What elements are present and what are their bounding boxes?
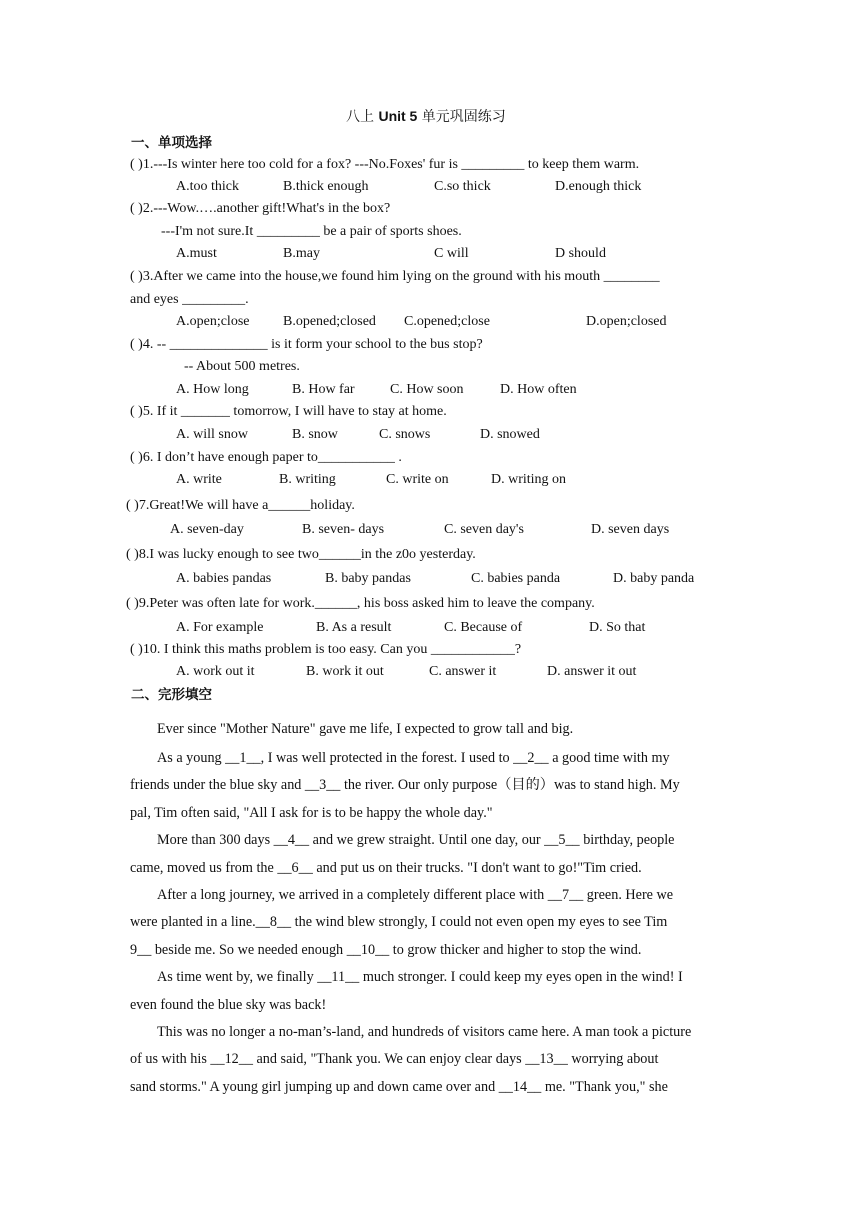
option-8b: B. baby pandas	[325, 571, 411, 586]
question-2-stem-line2: ---I'm not sure.It _________ be a pair of sports shoes.	[161, 224, 462, 239]
question-5-stem: ( )5. If it _______ tomorrow, I will have to stay at home.	[130, 404, 447, 419]
option-1a: A.too thick	[176, 179, 239, 194]
page-title	[346, 107, 506, 126]
option-2c: C will	[434, 246, 469, 261]
passage-line: pal, Tim often said, "All I ask for is to be happy the whole day."	[130, 805, 493, 821]
option-3d: D.open;closed	[586, 314, 667, 329]
option-10b: B. work it out	[306, 664, 384, 679]
section-heading-choice: 一、单项选择	[131, 135, 212, 151]
option-8a: A. babies pandas	[176, 571, 272, 586]
option-6c: C. write on	[386, 472, 449, 487]
option-7a: A. seven-day	[170, 522, 244, 537]
option-9c: C. Because of	[444, 620, 523, 635]
option-6b: B. writing	[279, 472, 336, 487]
option-9d: D. So that	[589, 620, 646, 635]
option-5a: A. will snow	[176, 427, 248, 442]
option-10c: C. answer it	[429, 664, 497, 679]
option-8d: D. baby panda	[613, 571, 695, 586]
passage-paragraph-1	[130, 716, 732, 744]
passage-line: This was no longer a no-man’s-land, and hundreds of visitors came here. A man took a picture	[157, 1024, 692, 1040]
option-4b: B. How far	[292, 382, 355, 397]
title-suffix: 单元巩固练习	[417, 109, 506, 125]
passage-line: As a young __1__, I was well protected in the forest. I used to __2__ a good time with my	[157, 750, 670, 766]
option-1d: D.enough thick	[555, 179, 642, 194]
option-3a: A.open;close	[176, 314, 250, 329]
option-2b: B.may	[283, 246, 320, 261]
option-10d: D. answer it out	[547, 664, 637, 679]
passage-line: 9__ beside me. So we needed enough __10__ to grow thicker and higher to stop the wind.	[130, 942, 642, 958]
option-3c: C.opened;close	[404, 314, 490, 329]
question-10-stem: ( )10. I think this maths problem is too easy. Can you ____________?	[130, 642, 522, 657]
title-prefix: 八上	[346, 109, 379, 125]
question-3-stem: ( )3.After we came into the house,we found him lying on the ground with his mouth ________	[130, 269, 660, 284]
option-5b: B. snow	[292, 427, 338, 442]
question-1-stem: ( )1.---Is winter here too cold for a fox? ---No.Foxes' fur is _________ to keep them warm.	[130, 157, 640, 172]
passage-line: After a long journey, we arrived in a completely different place with __7__ green. Here we	[157, 887, 674, 903]
option-7b: B. seven- days	[302, 522, 385, 537]
passage-line: friends under the blue sky and __3__ the river. Our only purpose（目的）was to stand high. My	[130, 777, 680, 793]
passage-line: Ever since "Mother Nature" gave me life, I expected to grow tall and big.	[157, 721, 574, 737]
option-9a: A. For example	[176, 620, 264, 635]
title-unit: Unit 5	[378, 108, 418, 124]
passage-line: were planted in a line.__8__ the wind blew strongly, I could not even open my eyes to see Tim	[130, 914, 668, 930]
question-4-stem-line2: -- About 500 metres.	[184, 359, 300, 374]
option-4d: D. How often	[500, 382, 577, 397]
passage-line: More than 300 days __4__ and we grew straight. Until one day, our __5__ birthday, people	[157, 832, 675, 848]
question-8-stem: ( )8.I was lucky enough to see two______in the z0o yesterday.	[126, 547, 476, 562]
option-1b: B.thick enough	[283, 179, 369, 194]
option-7d: D. seven days	[591, 522, 670, 537]
passage-line: even found the blue sky was back!	[130, 997, 327, 1013]
question-7-stem: ( )7.Great!We will have a______holiday.	[126, 498, 355, 513]
option-9b: B. As a result	[316, 620, 392, 635]
passage-line: As time went by, we finally __11__ much stronger. I could keep my eyes open in the wind! I	[157, 969, 683, 985]
question-3-stem-line2: and eyes _________.	[130, 292, 249, 307]
option-10a: A. work out it	[176, 664, 255, 679]
option-6d: D. writing on	[491, 472, 567, 487]
passage-line: came, moved us from the __6__ and put us on their trucks. "I don't want to go!"Tim cried.	[130, 860, 642, 876]
option-7c: C. seven day's	[444, 522, 524, 537]
option-6a: A. write	[176, 472, 222, 487]
option-2d: D should	[555, 246, 606, 261]
question-2-stem: ( )2.---Wow.….another gift!What's in the box?	[130, 201, 391, 216]
question-6-stem: ( )6. I don’t have enough paper to___________ .	[130, 450, 402, 465]
option-4a: A. How long	[176, 382, 249, 397]
option-8c: C. babies panda	[471, 571, 561, 586]
passage-line: sand storms." A young girl jumping up and down came over and __14__ me. "Thank you," she	[130, 1079, 668, 1095]
question-9-stem: ( )9.Peter was often late for work.______, his boss asked him to leave the company.	[126, 596, 595, 611]
question-4-stem: ( )4. -- ______________ is it form your school to the bus stop?	[130, 337, 483, 352]
option-3b: B.opened;closed	[283, 314, 376, 329]
option-2a: A.must	[176, 246, 217, 261]
section-heading-cloze: 二、完形填空	[131, 687, 212, 703]
option-4c: C. How soon	[390, 382, 464, 397]
passage-line: of us with his __12__ and said, "Thank you. We can enjoy clear days __13__ worrying about	[130, 1051, 659, 1067]
option-1c: C.so thick	[434, 179, 491, 194]
option-5c: C. snows	[379, 427, 431, 442]
option-5d: D. snowed	[480, 427, 540, 442]
